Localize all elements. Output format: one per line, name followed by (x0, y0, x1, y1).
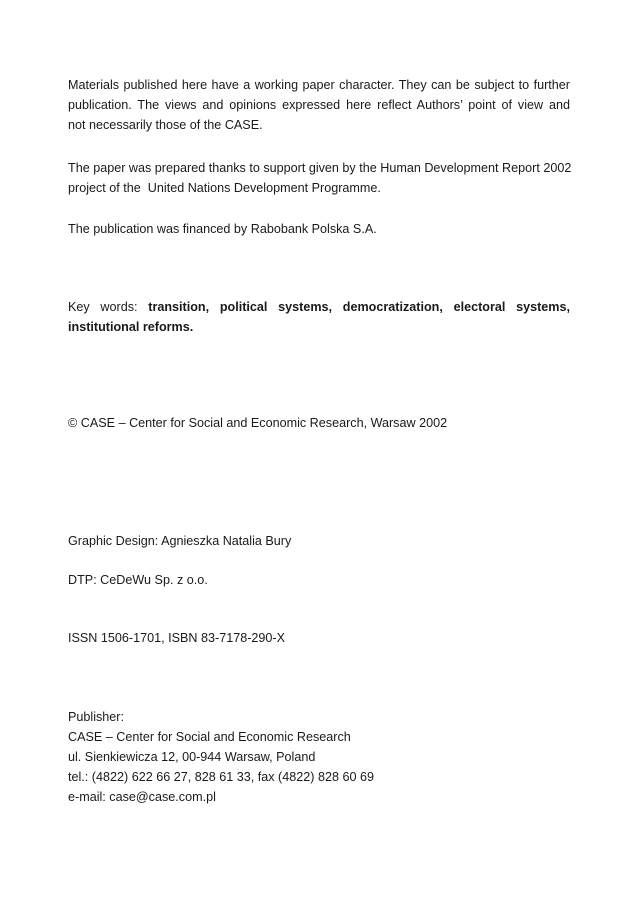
disclaimer-line-3: not necessarily those of the CASE. (68, 118, 263, 132)
copyright-text: © CASE – Center for Social and Economic Research, Warsaw 2002 (68, 416, 448, 430)
financing-text: The publication was financed by Rabobank Polska S.A. (68, 222, 377, 236)
keywords-label: Key words: (68, 300, 138, 314)
keywords-terms-1: transition, political systems, democratization, electoral systems, (148, 300, 571, 314)
publisher-heading: Publisher: (68, 710, 125, 724)
support-line-1: The paper was prepared thanks to support given by the Human Development Report 2002 (68, 161, 572, 175)
keywords-paragraph (68, 297, 570, 337)
financing-note (68, 219, 570, 239)
disclaimer-line-1: Materials published here have a working paper character. They can be subject to further (68, 78, 570, 92)
graphic-design-credit (68, 531, 570, 551)
graphic-design-text: Graphic Design: Agnieszka Natalia Bury (68, 534, 292, 548)
keywords-terms-2: institutional reforms. (68, 320, 194, 334)
publisher-phone: tel.: (4822) 622 66 27, 828 61 33, fax (4822) 828 60 69 (68, 770, 374, 784)
copyright-notice (68, 413, 570, 433)
keywords-line-1 (68, 297, 570, 317)
publisher-block (68, 707, 570, 807)
dtp-credit (68, 570, 570, 590)
dtp-text: DTP: CeDeWu Sp. z o.o. (68, 573, 208, 587)
publisher-name: CASE – Center for Social and Economic Research (68, 730, 351, 744)
disclaimer-line-2: publication. The views and opinions expressed here reflect Authors’ point of view and (68, 98, 570, 112)
support-paragraph (68, 158, 570, 198)
issn-isbn (68, 628, 570, 648)
support-line-2: project of the United Nations Development Programme. (68, 181, 381, 195)
issn-text: ISSN 1506-1701, ISBN 83-7178-290-X (68, 631, 286, 645)
publisher-address: ul. Sienkiewicza 12, 00-944 Warsaw, Poland (68, 750, 316, 764)
publisher-email: e-mail: case@case.com.pl (68, 790, 216, 804)
disclaimer-paragraph (68, 75, 570, 135)
